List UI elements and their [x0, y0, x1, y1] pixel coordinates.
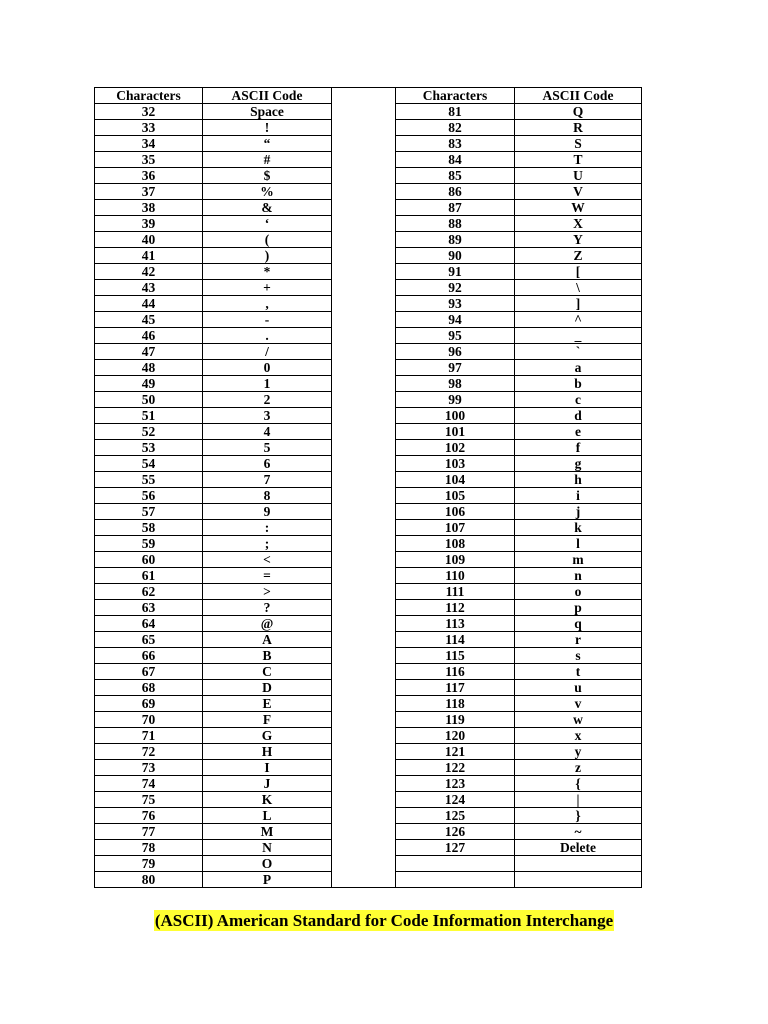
cell-ascii-code: 4 [203, 424, 332, 440]
cell-ascii-code: < [203, 552, 332, 568]
cell-ascii-code: J [203, 776, 332, 792]
cell-characters: 88 [396, 216, 515, 232]
caption-text: (ASCII) American Standard for Code Information Interchange [154, 911, 614, 930]
cell-characters: 113 [396, 616, 515, 632]
cell-characters: 45 [95, 312, 203, 328]
cell-characters: 106 [396, 504, 515, 520]
cell-characters: 75 [95, 792, 203, 808]
cell-characters: 111 [396, 584, 515, 600]
cell-characters: 70 [95, 712, 203, 728]
cell-characters: 120 [396, 728, 515, 744]
cell-ascii-code: o [515, 584, 642, 600]
cell-ascii-code: R [515, 120, 642, 136]
table-header-row [95, 88, 642, 104]
cell-characters: 59 [95, 536, 203, 552]
cell-characters: 53 [95, 440, 203, 456]
cell-characters: 82 [396, 120, 515, 136]
cell-ascii-code: P [203, 872, 332, 888]
cell-ascii-code: H [203, 744, 332, 760]
cell-characters [396, 856, 515, 872]
cell-ascii-code: l [515, 536, 642, 552]
cell-characters: 56 [95, 488, 203, 504]
header-ascii-code-right: ASCII Code [515, 88, 642, 104]
cell-characters: 109 [396, 552, 515, 568]
cell-ascii-code: 1 [203, 376, 332, 392]
cell-characters: 126 [396, 824, 515, 840]
cell-characters: 107 [396, 520, 515, 536]
cell-ascii-code: K [203, 792, 332, 808]
cell-characters: 40 [95, 232, 203, 248]
cell-characters: 115 [396, 648, 515, 664]
cell-ascii-code: ^ [515, 312, 642, 328]
cell-characters: 63 [95, 600, 203, 616]
cell-characters: 54 [95, 456, 203, 472]
cell-characters: 83 [396, 136, 515, 152]
cell-ascii-code: , [203, 296, 332, 312]
cell-ascii-code: C [203, 664, 332, 680]
cell-ascii-code: b [515, 376, 642, 392]
column-gap [332, 88, 396, 888]
cell-ascii-code: | [515, 792, 642, 808]
cell-characters: 57 [95, 504, 203, 520]
cell-characters: 81 [396, 104, 515, 120]
cell-ascii-code: ] [515, 296, 642, 312]
cell-characters: 99 [396, 392, 515, 408]
cell-ascii-code [515, 856, 642, 872]
header-characters-left: Characters [95, 88, 203, 104]
cell-ascii-code: # [203, 152, 332, 168]
cell-characters: 122 [396, 760, 515, 776]
cell-characters: 105 [396, 488, 515, 504]
cell-ascii-code: > [203, 584, 332, 600]
cell-ascii-code: + [203, 280, 332, 296]
cell-ascii-code: { [515, 776, 642, 792]
cell-characters: 41 [95, 248, 203, 264]
cell-characters: 101 [396, 424, 515, 440]
cell-ascii-code: ~ [515, 824, 642, 840]
cell-ascii-code: k [515, 520, 642, 536]
cell-ascii-code: \ [515, 280, 642, 296]
cell-ascii-code: S [515, 136, 642, 152]
cell-characters: 74 [95, 776, 203, 792]
cell-ascii-code: B [203, 648, 332, 664]
cell-characters: 78 [95, 840, 203, 856]
cell-ascii-code [515, 872, 642, 888]
cell-characters: 77 [95, 824, 203, 840]
cell-characters: 47 [95, 344, 203, 360]
cell-ascii-code: t [515, 664, 642, 680]
cell-characters: 127 [396, 840, 515, 856]
cell-ascii-code: & [203, 200, 332, 216]
cell-characters: 67 [95, 664, 203, 680]
cell-characters: 43 [95, 280, 203, 296]
cell-characters: 50 [95, 392, 203, 408]
cell-characters: 104 [396, 472, 515, 488]
ascii-table-body [95, 88, 642, 888]
cell-characters: 117 [396, 680, 515, 696]
cell-ascii-code: e [515, 424, 642, 440]
cell-characters: 95 [396, 328, 515, 344]
cell-ascii-code: 9 [203, 504, 332, 520]
cell-ascii-code: ? [203, 600, 332, 616]
cell-ascii-code: q [515, 616, 642, 632]
cell-characters: 64 [95, 616, 203, 632]
cell-characters: 52 [95, 424, 203, 440]
cell-characters: 60 [95, 552, 203, 568]
cell-characters: 121 [396, 744, 515, 760]
cell-characters: 90 [396, 248, 515, 264]
cell-ascii-code: j [515, 504, 642, 520]
cell-ascii-code: U [515, 168, 642, 184]
cell-ascii-code: : [203, 520, 332, 536]
cell-ascii-code: X [515, 216, 642, 232]
cell-characters: 42 [95, 264, 203, 280]
cell-characters: 116 [396, 664, 515, 680]
cell-ascii-code: c [515, 392, 642, 408]
cell-characters: 123 [396, 776, 515, 792]
cell-characters: 38 [95, 200, 203, 216]
cell-ascii-code: Space [203, 104, 332, 120]
cell-ascii-code: v [515, 696, 642, 712]
cell-ascii-code: p [515, 600, 642, 616]
cell-ascii-code: % [203, 184, 332, 200]
cell-characters: 33 [95, 120, 203, 136]
cell-ascii-code: Q [515, 104, 642, 120]
cell-ascii-code: E [203, 696, 332, 712]
cell-ascii-code: m [515, 552, 642, 568]
cell-characters: 91 [396, 264, 515, 280]
cell-ascii-code: 2 [203, 392, 332, 408]
cell-ascii-code: - [203, 312, 332, 328]
cell-ascii-code: } [515, 808, 642, 824]
cell-characters: 66 [95, 648, 203, 664]
cell-ascii-code: Delete [515, 840, 642, 856]
cell-characters: 68 [95, 680, 203, 696]
cell-characters: 49 [95, 376, 203, 392]
cell-characters: 39 [95, 216, 203, 232]
cell-characters: 48 [95, 360, 203, 376]
cell-characters: 80 [95, 872, 203, 888]
cell-characters: 112 [396, 600, 515, 616]
ascii-table [94, 87, 642, 888]
cell-ascii-code: ‘ [203, 216, 332, 232]
cell-characters: 84 [396, 152, 515, 168]
cell-ascii-code: d [515, 408, 642, 424]
cell-characters: 61 [95, 568, 203, 584]
cell-characters: 93 [396, 296, 515, 312]
cell-characters: 118 [396, 696, 515, 712]
cell-ascii-code: s [515, 648, 642, 664]
cell-ascii-code: y [515, 744, 642, 760]
caption [0, 911, 768, 931]
cell-characters: 89 [396, 232, 515, 248]
cell-ascii-code: f [515, 440, 642, 456]
cell-characters: 71 [95, 728, 203, 744]
cell-characters: 108 [396, 536, 515, 552]
cell-characters: 51 [95, 408, 203, 424]
cell-characters: 110 [396, 568, 515, 584]
cell-characters: 124 [396, 792, 515, 808]
cell-characters: 85 [396, 168, 515, 184]
cell-ascii-code: / [203, 344, 332, 360]
cell-ascii-code: O [203, 856, 332, 872]
cell-ascii-code: i [515, 488, 642, 504]
cell-characters: 87 [396, 200, 515, 216]
header-ascii-code-left: ASCII Code [203, 88, 332, 104]
cell-ascii-code: . [203, 328, 332, 344]
cell-characters: 69 [95, 696, 203, 712]
cell-ascii-code: “ [203, 136, 332, 152]
cell-ascii-code: z [515, 760, 642, 776]
cell-characters: 96 [396, 344, 515, 360]
cell-ascii-code: D [203, 680, 332, 696]
cell-ascii-code: [ [515, 264, 642, 280]
cell-characters: 32 [95, 104, 203, 120]
cell-characters: 97 [396, 360, 515, 376]
cell-characters: 76 [95, 808, 203, 824]
cell-characters: 100 [396, 408, 515, 424]
cell-ascii-code: r [515, 632, 642, 648]
cell-characters: 125 [396, 808, 515, 824]
cell-characters: 72 [95, 744, 203, 760]
cell-ascii-code: w [515, 712, 642, 728]
cell-ascii-code: N [203, 840, 332, 856]
cell-ascii-code: 8 [203, 488, 332, 504]
cell-characters: 46 [95, 328, 203, 344]
cell-characters: 94 [396, 312, 515, 328]
cell-ascii-code: G [203, 728, 332, 744]
cell-ascii-code: x [515, 728, 642, 744]
cell-characters: 34 [95, 136, 203, 152]
cell-ascii-code: 7 [203, 472, 332, 488]
cell-characters: 92 [396, 280, 515, 296]
cell-ascii-code: ) [203, 248, 332, 264]
cell-ascii-code: F [203, 712, 332, 728]
cell-characters: 79 [95, 856, 203, 872]
cell-characters: 73 [95, 760, 203, 776]
cell-characters: 65 [95, 632, 203, 648]
cell-characters: 119 [396, 712, 515, 728]
cell-ascii-code: 0 [203, 360, 332, 376]
cell-ascii-code: _ [515, 328, 642, 344]
cell-ascii-code: V [515, 184, 642, 200]
cell-ascii-code: n [515, 568, 642, 584]
cell-ascii-code: T [515, 152, 642, 168]
cell-ascii-code: ` [515, 344, 642, 360]
cell-characters: 102 [396, 440, 515, 456]
cell-characters: 86 [396, 184, 515, 200]
cell-characters: 98 [396, 376, 515, 392]
cell-ascii-code: @ [203, 616, 332, 632]
cell-ascii-code: h [515, 472, 642, 488]
cell-ascii-code: M [203, 824, 332, 840]
cell-characters [396, 872, 515, 888]
cell-ascii-code: A [203, 632, 332, 648]
cell-ascii-code: ; [203, 536, 332, 552]
cell-characters: 35 [95, 152, 203, 168]
cell-ascii-code: 5 [203, 440, 332, 456]
cell-ascii-code: ( [203, 232, 332, 248]
cell-ascii-code: 3 [203, 408, 332, 424]
cell-characters: 58 [95, 520, 203, 536]
cell-ascii-code: u [515, 680, 642, 696]
cell-ascii-code: a [515, 360, 642, 376]
cell-ascii-code: $ [203, 168, 332, 184]
cell-ascii-code: Y [515, 232, 642, 248]
cell-ascii-code: ! [203, 120, 332, 136]
cell-characters: 37 [95, 184, 203, 200]
cell-characters: 44 [95, 296, 203, 312]
cell-ascii-code: L [203, 808, 332, 824]
cell-ascii-code: I [203, 760, 332, 776]
cell-ascii-code: 6 [203, 456, 332, 472]
cell-characters: 114 [396, 632, 515, 648]
cell-ascii-code: W [515, 200, 642, 216]
cell-characters: 103 [396, 456, 515, 472]
cell-ascii-code: g [515, 456, 642, 472]
cell-characters: 55 [95, 472, 203, 488]
cell-ascii-code: = [203, 568, 332, 584]
cell-ascii-code: Z [515, 248, 642, 264]
cell-ascii-code: * [203, 264, 332, 280]
cell-characters: 36 [95, 168, 203, 184]
header-characters-right: Characters [396, 88, 515, 104]
cell-characters: 62 [95, 584, 203, 600]
